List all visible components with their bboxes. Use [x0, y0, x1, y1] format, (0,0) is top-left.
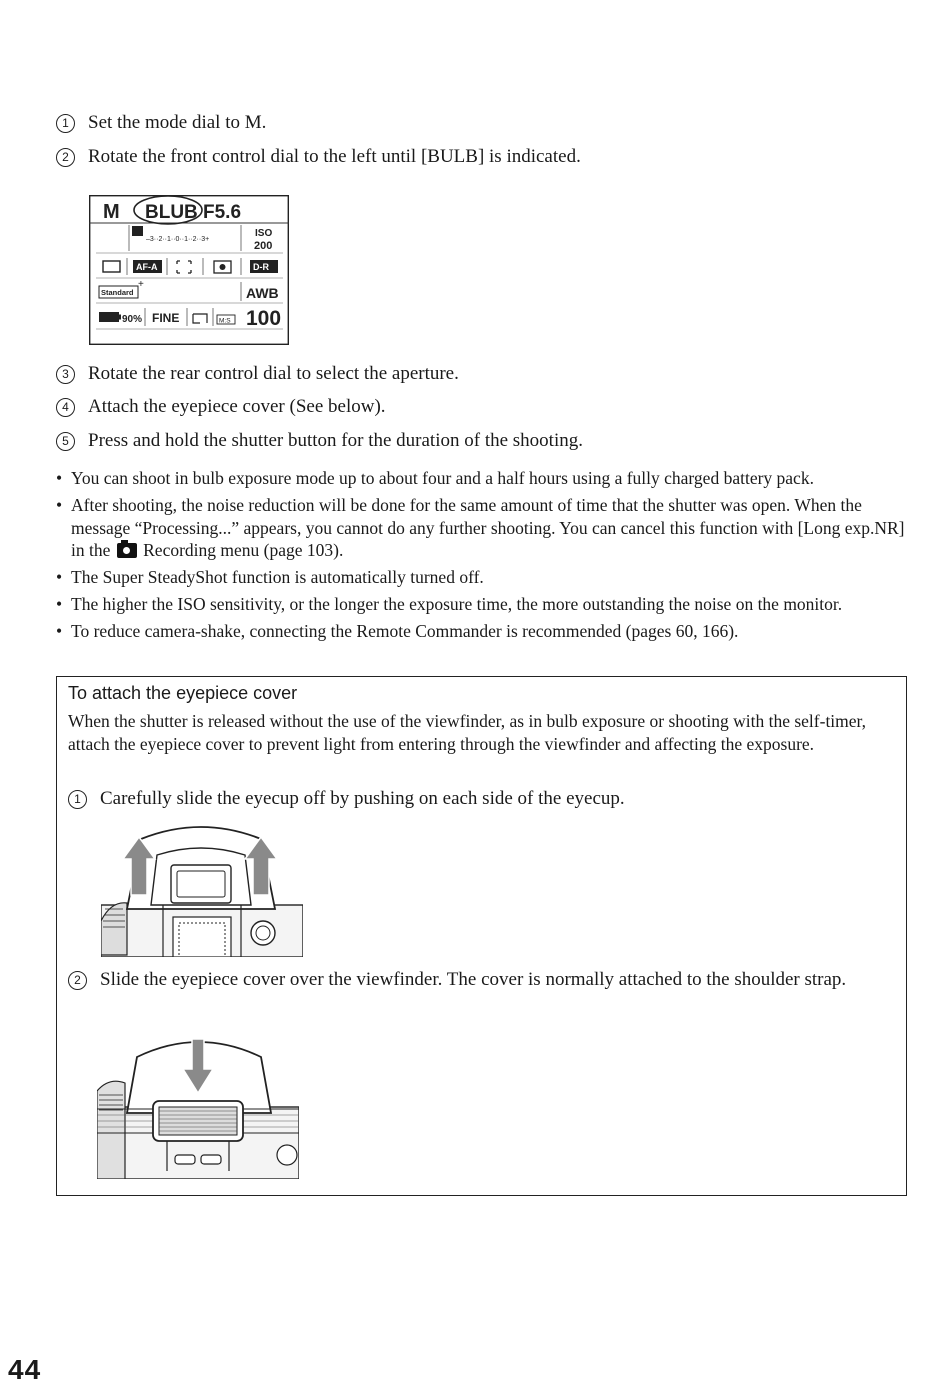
lcd-shutter-speed: BLUB: [145, 202, 198, 223]
note-item: • The higher the ISO sensitivity, or the longer the exposure time, the more outstanding the noise on the monitor.: [56, 594, 843, 614]
step-text: Set the mode dial to M.: [88, 112, 267, 133]
box-intro: When the shutter is released without the use of the viewfinder, as in bulb exposure or shooting with the self-timer, attach the eyepiece cover to prevent light from entering through the viewfinder and affecting the exposure.: [68, 711, 867, 754]
step-text: Attach the eyepiece cover (See below).: [88, 396, 386, 417]
step-number: 2: [68, 971, 87, 990]
lcd-iso-value: 200: [254, 240, 273, 252]
step-text: Rotate the rear control dial to select the aperture.: [88, 363, 459, 384]
lcd-battery: 90%: [122, 314, 143, 325]
box-title: To attach the eyepiece cover: [68, 683, 298, 703]
step-number: 2: [56, 148, 75, 167]
step-text: Press and hold the shutter button for the duration of the shooting.: [88, 430, 583, 451]
lcd-quality: FINE: [152, 311, 180, 325]
step-text: Rotate the front control dial to the left until [BULB] is indicated.: [88, 146, 581, 167]
note-text: To reduce camera-shake, connecting the Remote Commander is recommended (pages 60, 166).: [71, 621, 739, 641]
page-number: 44: [8, 1354, 42, 1385]
step-3: [56, 362, 459, 386]
step-number: 1: [56, 114, 75, 133]
lcd-af-mode: AF-A: [136, 262, 158, 272]
battery-icon: [99, 312, 119, 322]
lcd-mode: M: [103, 201, 120, 223]
lcd-display-illustration: [89, 195, 289, 345]
step-2: [56, 145, 581, 169]
lcd-white-balance: AWB: [246, 285, 279, 301]
eyepiece-cover-illustration: [97, 1029, 299, 1179]
lcd-size-badge: M:S: [219, 317, 231, 325]
note-item: • After shooting, the noise reduction will be done for the same amount of time that the shutter was open. When the message “Processing...” appears, you cannot do any further shooting. You can cancel this function with [Long exp.NR] in the Recording menu (page 103).: [56, 495, 905, 560]
step-1: [56, 111, 266, 135]
step-number: 3: [56, 365, 75, 384]
step-number: 4: [56, 398, 75, 417]
note-text: Recording menu (page 103).: [143, 540, 344, 560]
svg-text:+: +: [138, 279, 144, 290]
notes-list: [56, 467, 916, 647]
lcd-iso-label: ISO: [255, 228, 273, 239]
step-4: [56, 395, 386, 419]
lcd-aperture: F5.6: [203, 202, 242, 223]
lcd-dro: D-R: [253, 262, 269, 272]
note-item: • The Super SteadyShot function is automatically turned off.: [56, 567, 484, 587]
note-text: The Super SteadyShot function is automatically turned off.: [71, 567, 484, 587]
eyepiece-cover-box: [56, 676, 907, 1196]
box-step-2: [68, 968, 888, 992]
step-5: [56, 429, 583, 453]
lcd-shot-count: 100: [246, 307, 282, 330]
note-item: • To reduce camera-shake, connecting the Remote Commander is recommended (pages 60, 166).: [56, 621, 739, 641]
note-text: The higher the ISO sensitivity, or the longer the exposure time, the more outstanding the noise on the monitor.: [71, 594, 843, 614]
step-number: 1: [68, 790, 87, 809]
lcd-exposure-scale: –3··2··1··0··1··2··3+: [146, 236, 210, 243]
eyecup-removal-illustration: [101, 825, 303, 957]
step-text: Carefully slide the eyecup off by pushing on each side of the eyecup.: [100, 788, 625, 809]
lcd-creative-style: Standard: [101, 288, 134, 297]
step-number: 5: [56, 432, 75, 451]
note-text: You can shoot in bulb exposure mode up to about four and a half hours using a fully charged battery pack.: [71, 468, 814, 488]
step-text: Slide the eyepiece cover over the viewfinder. The cover is normally attached to the shoulder strap.: [100, 969, 847, 990]
note-item: • You can shoot in bulb exposure mode up to about four and a half hours using a fully charged battery pack.: [56, 468, 814, 488]
camera-icon: [117, 543, 137, 558]
box-step-1: [68, 787, 625, 811]
note-text: After shooting, the noise reduction will be done for the same amount of time that the shutter was open. When the message “Processing...” appears, you cannot do any further shooting. You can cancel this function with [Long exp.NR] in the: [71, 495, 905, 560]
